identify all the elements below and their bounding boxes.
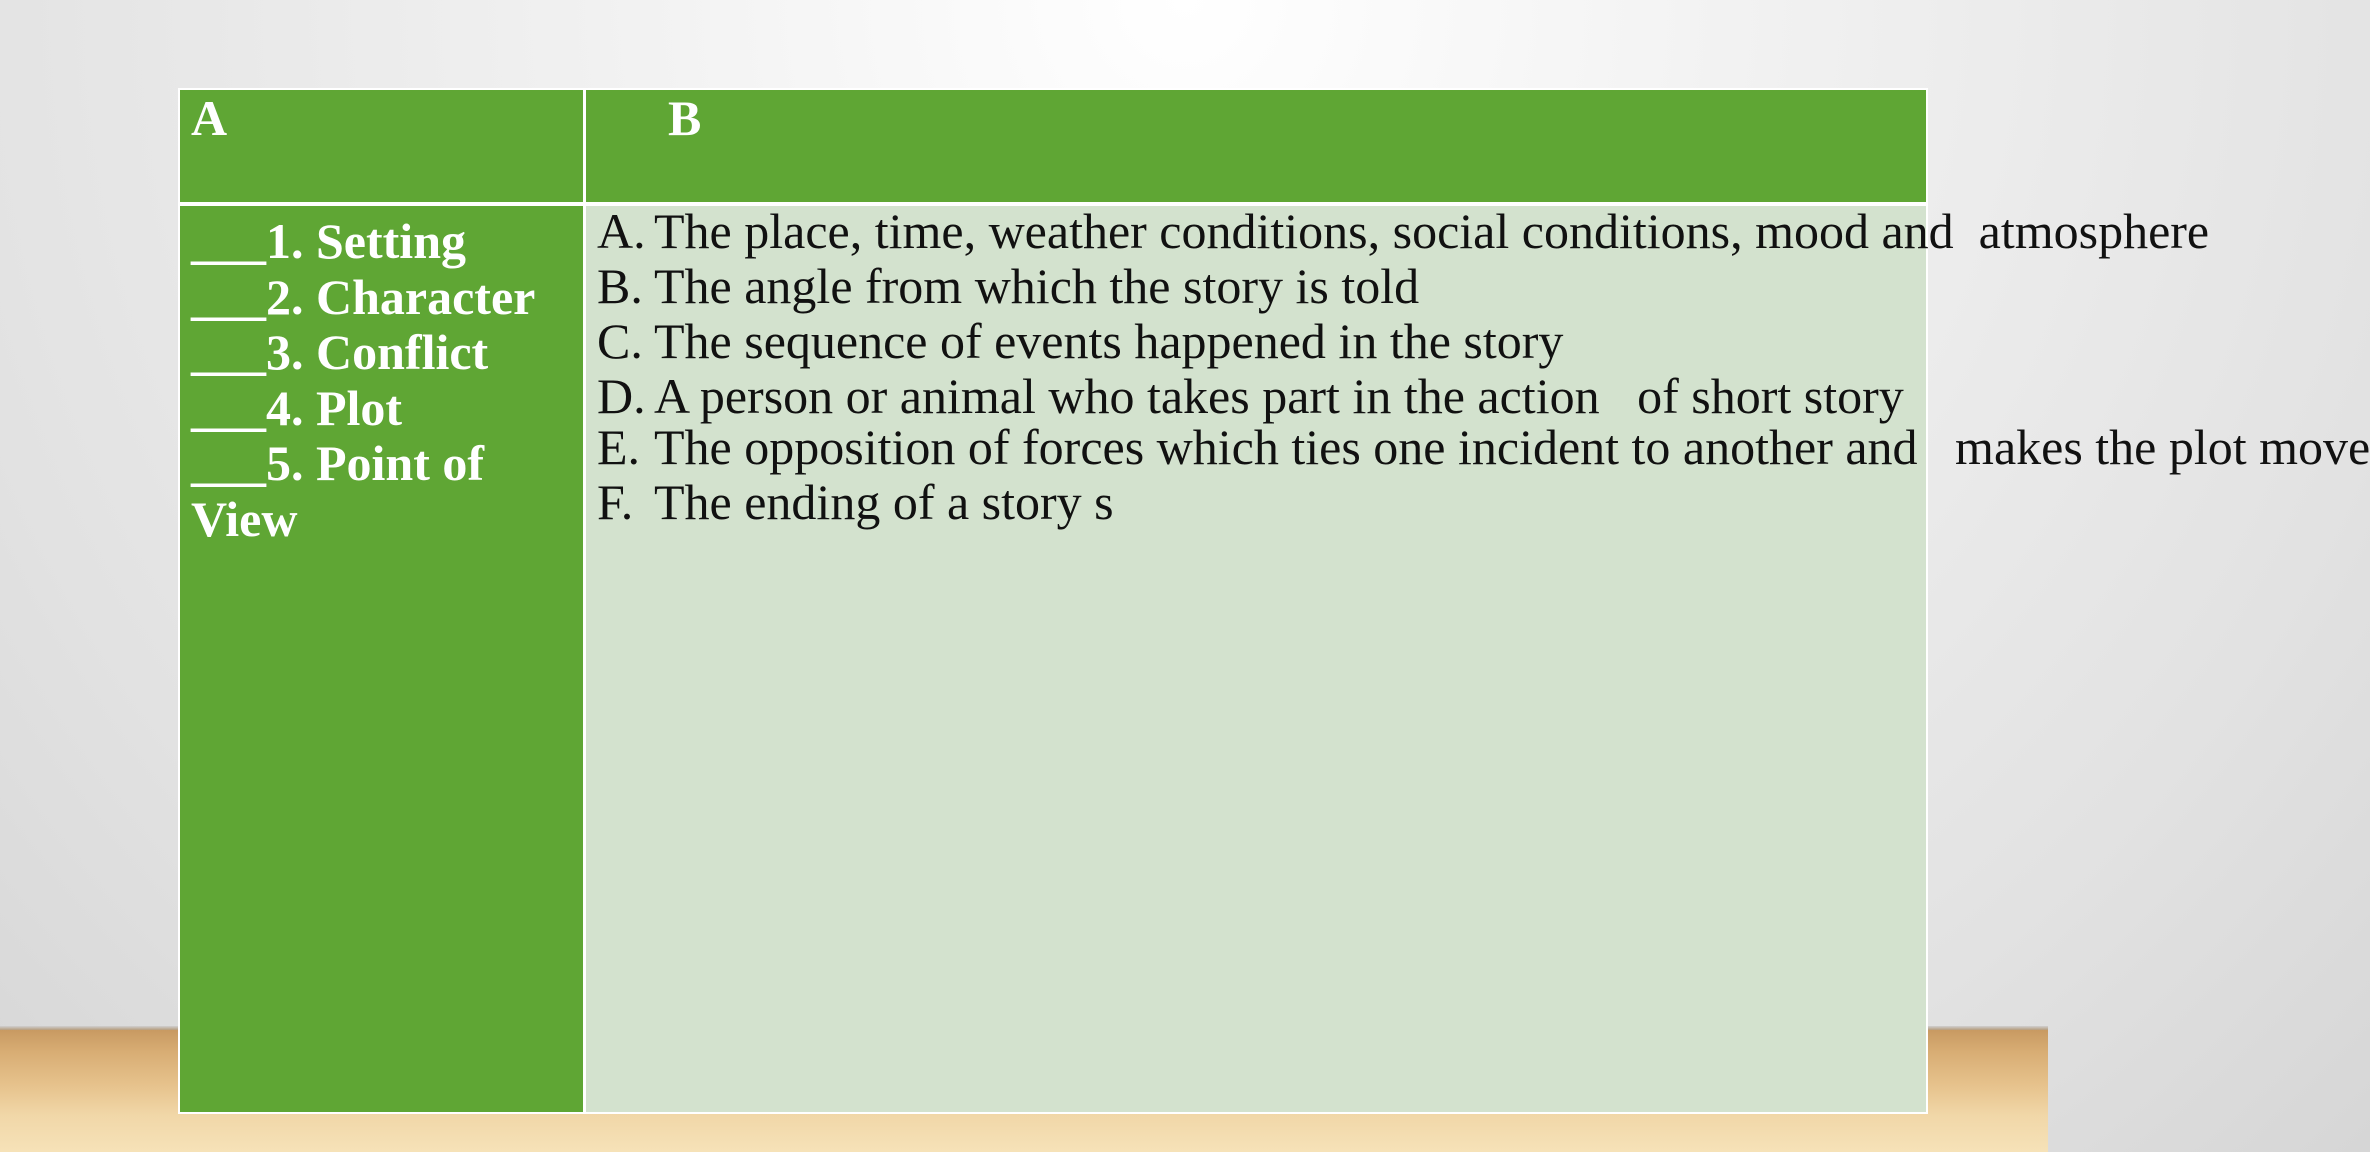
term-item: ___4. Plot [191, 379, 403, 436]
definition-list [597, 203, 2370, 530]
term-list [191, 214, 535, 547]
column-a-header [180, 90, 583, 202]
definition-item [597, 313, 1877, 369]
column-b-definitions [586, 203, 2370, 1112]
definition-letter: A. [597, 203, 646, 259]
definition-text: The sequence of events happened in the story [654, 313, 1564, 369]
definition-letter: B. [597, 258, 643, 314]
term-item: ___5. Point of View [191, 435, 485, 547]
definition-text: The opposition of forces which ties one incident to another and makes the plot move [654, 419, 2370, 475]
term-item: ___3. Conflict [191, 324, 489, 380]
definition-letter: E. [597, 419, 641, 475]
column-a-terms [180, 206, 583, 1112]
definition-item [597, 419, 2370, 475]
definition-text: The angle from which the story is told [654, 258, 1420, 314]
definition-text: The place, time, weather conditions, social conditions, mood and atmosphere [654, 203, 2210, 259]
column-b-header-label: B [668, 90, 702, 146]
definition-text: A person or animal who takes part in the action of short story [654, 368, 1904, 424]
column-b-header [586, 90, 1926, 202]
definition-item [597, 368, 1904, 424]
term-item: ___1. Setting [191, 213, 466, 269]
definition-item [597, 258, 1877, 314]
definition-letter: D. [597, 368, 646, 424]
definition-text: The ending of a story s [654, 474, 1114, 530]
column-a-header-label: A [191, 90, 228, 146]
definition-letter: F. [597, 474, 634, 530]
definition-letter: C. [597, 313, 643, 369]
term-item: ___2. Character [191, 268, 536, 325]
matching-table [178, 88, 2370, 1114]
definition-item [597, 474, 1877, 530]
definition-item [597, 203, 2210, 259]
